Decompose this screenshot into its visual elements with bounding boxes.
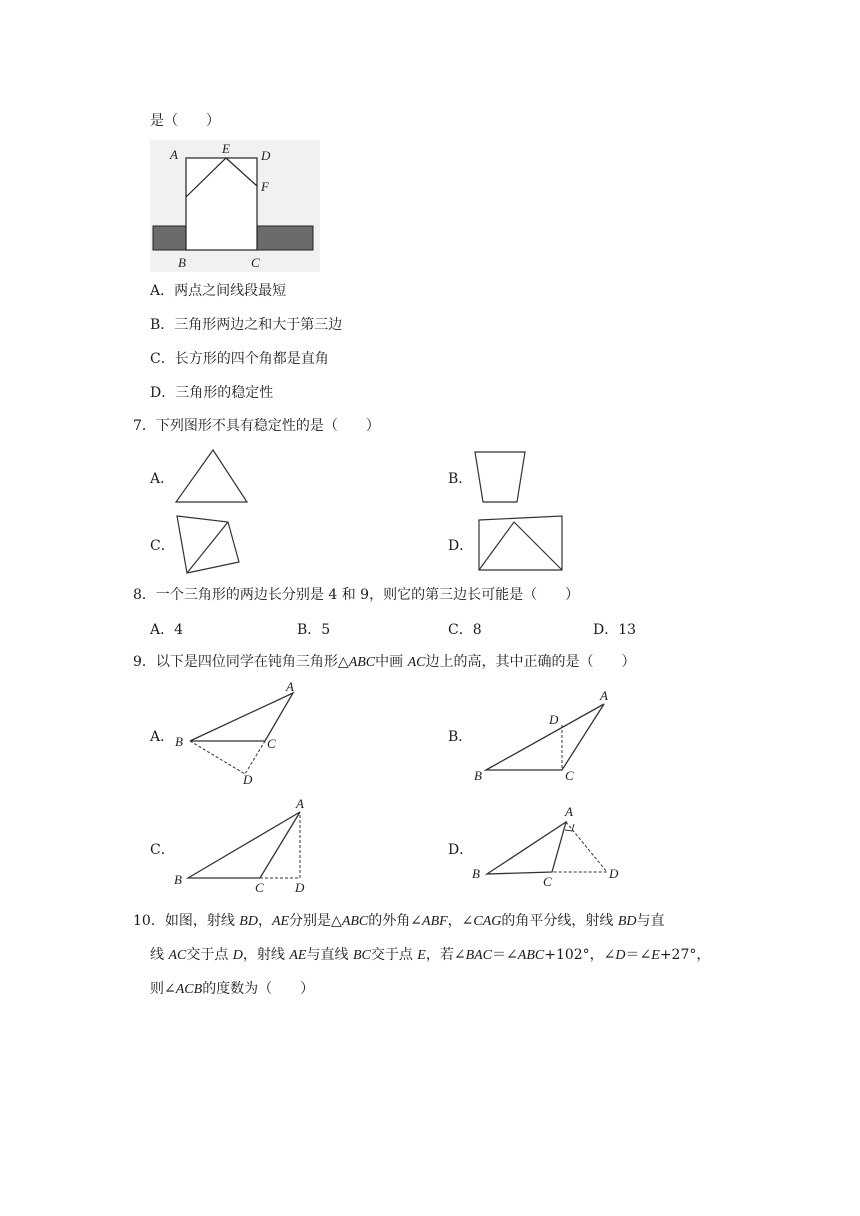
right-wall-block: [257, 226, 313, 250]
svg-text:B: B: [175, 734, 183, 749]
q7-figure-a-triangle: [172, 446, 252, 506]
q10-line-2: 线 AC交于点 D，射线 AE与直线 BC交于点 E，若∠BAC＝∠ABC+102°，∠D＝∠E+27°，: [150, 947, 711, 963]
q8-stem: 8．一个三角形的两边长分别是 4 和 9，则它的第三边长可能是（ ）: [133, 587, 580, 603]
svg-text:A: A: [600, 688, 608, 703]
q7-figure-d-trapezoid-with-triangle: [474, 512, 566, 574]
label-C: C: [251, 255, 260, 270]
q7-option-a-letter: A．: [150, 471, 175, 487]
q8-option-a: A．4: [150, 622, 184, 638]
q7-figure-c-quadrilateral-with-diagonal: [172, 510, 244, 576]
svg-text:C: C: [543, 874, 552, 889]
q8-option-b: B．5: [297, 622, 331, 638]
q8-option-d: D．13: [593, 622, 637, 638]
label-B: B: [178, 255, 186, 270]
q6-option-b: B．三角形两边之和大于第三边: [150, 317, 343, 333]
svg-text:B: B: [472, 866, 480, 881]
q9-option-c-letter: C．: [150, 842, 175, 858]
q9-figure-c: [170, 794, 312, 896]
svg-text:C: C: [565, 768, 574, 782]
q9-option-a-letter: A．: [150, 729, 175, 745]
svg-text:D: D: [549, 712, 559, 727]
q9-option-b-letter: B．: [448, 729, 473, 745]
q7-option-c-letter: C．: [150, 538, 175, 554]
label-F: F: [261, 179, 269, 194]
q6-door-figure: [150, 140, 320, 272]
door-frame-rectangle: [186, 158, 257, 250]
q9-option-d-letter: D．: [448, 842, 474, 858]
svg-text:D: D: [243, 772, 253, 787]
q9-stem: 9．以下是四位同学在钝角三角形△ABC中画 AC边上的高，其中正确的是（ ）: [133, 654, 636, 670]
q6-stem-tail: 是（ ）: [150, 113, 220, 129]
q7-figure-b-trapezoid: [470, 446, 530, 506]
svg-text:D: D: [295, 880, 305, 895]
left-wall-block: [153, 226, 186, 250]
q9-figure-a: [170, 678, 300, 788]
q6-option-c: C．长方形的四个角都是直角: [150, 351, 329, 367]
svg-text:C: C: [255, 880, 264, 895]
svg-text:D: D: [609, 866, 619, 881]
label-A: A: [170, 147, 178, 162]
label-D: D: [261, 148, 271, 163]
q6-option-a: A．两点之间线段最短: [150, 283, 287, 299]
label-E: E: [222, 141, 230, 156]
q9-figure-b: [470, 680, 612, 782]
q6-option-d: D．三角形的稳定性: [150, 385, 274, 401]
q8-option-c: C．8: [448, 622, 482, 638]
q7-option-b-letter: B．: [448, 471, 473, 487]
q7-option-d-letter: D．: [448, 538, 474, 554]
q7-stem: 7．下列图形不具有稳定性的是（ ）: [133, 418, 380, 434]
q10-line-1: 10．如图，射线 BD，AE分别是△ABC的外角∠ABF，∠CAG的角平分线，射线 BD与直: [133, 913, 665, 929]
svg-text:A: A: [296, 796, 304, 811]
q10-line-3: 则∠ACB的度数为（ ）: [150, 981, 315, 997]
svg-text:B: B: [174, 872, 182, 887]
q9-figure-d: [470, 800, 626, 892]
svg-text:B: B: [474, 768, 482, 782]
svg-text:A: A: [565, 804, 573, 819]
svg-text:C: C: [267, 736, 276, 751]
svg-text:A: A: [286, 679, 294, 694]
